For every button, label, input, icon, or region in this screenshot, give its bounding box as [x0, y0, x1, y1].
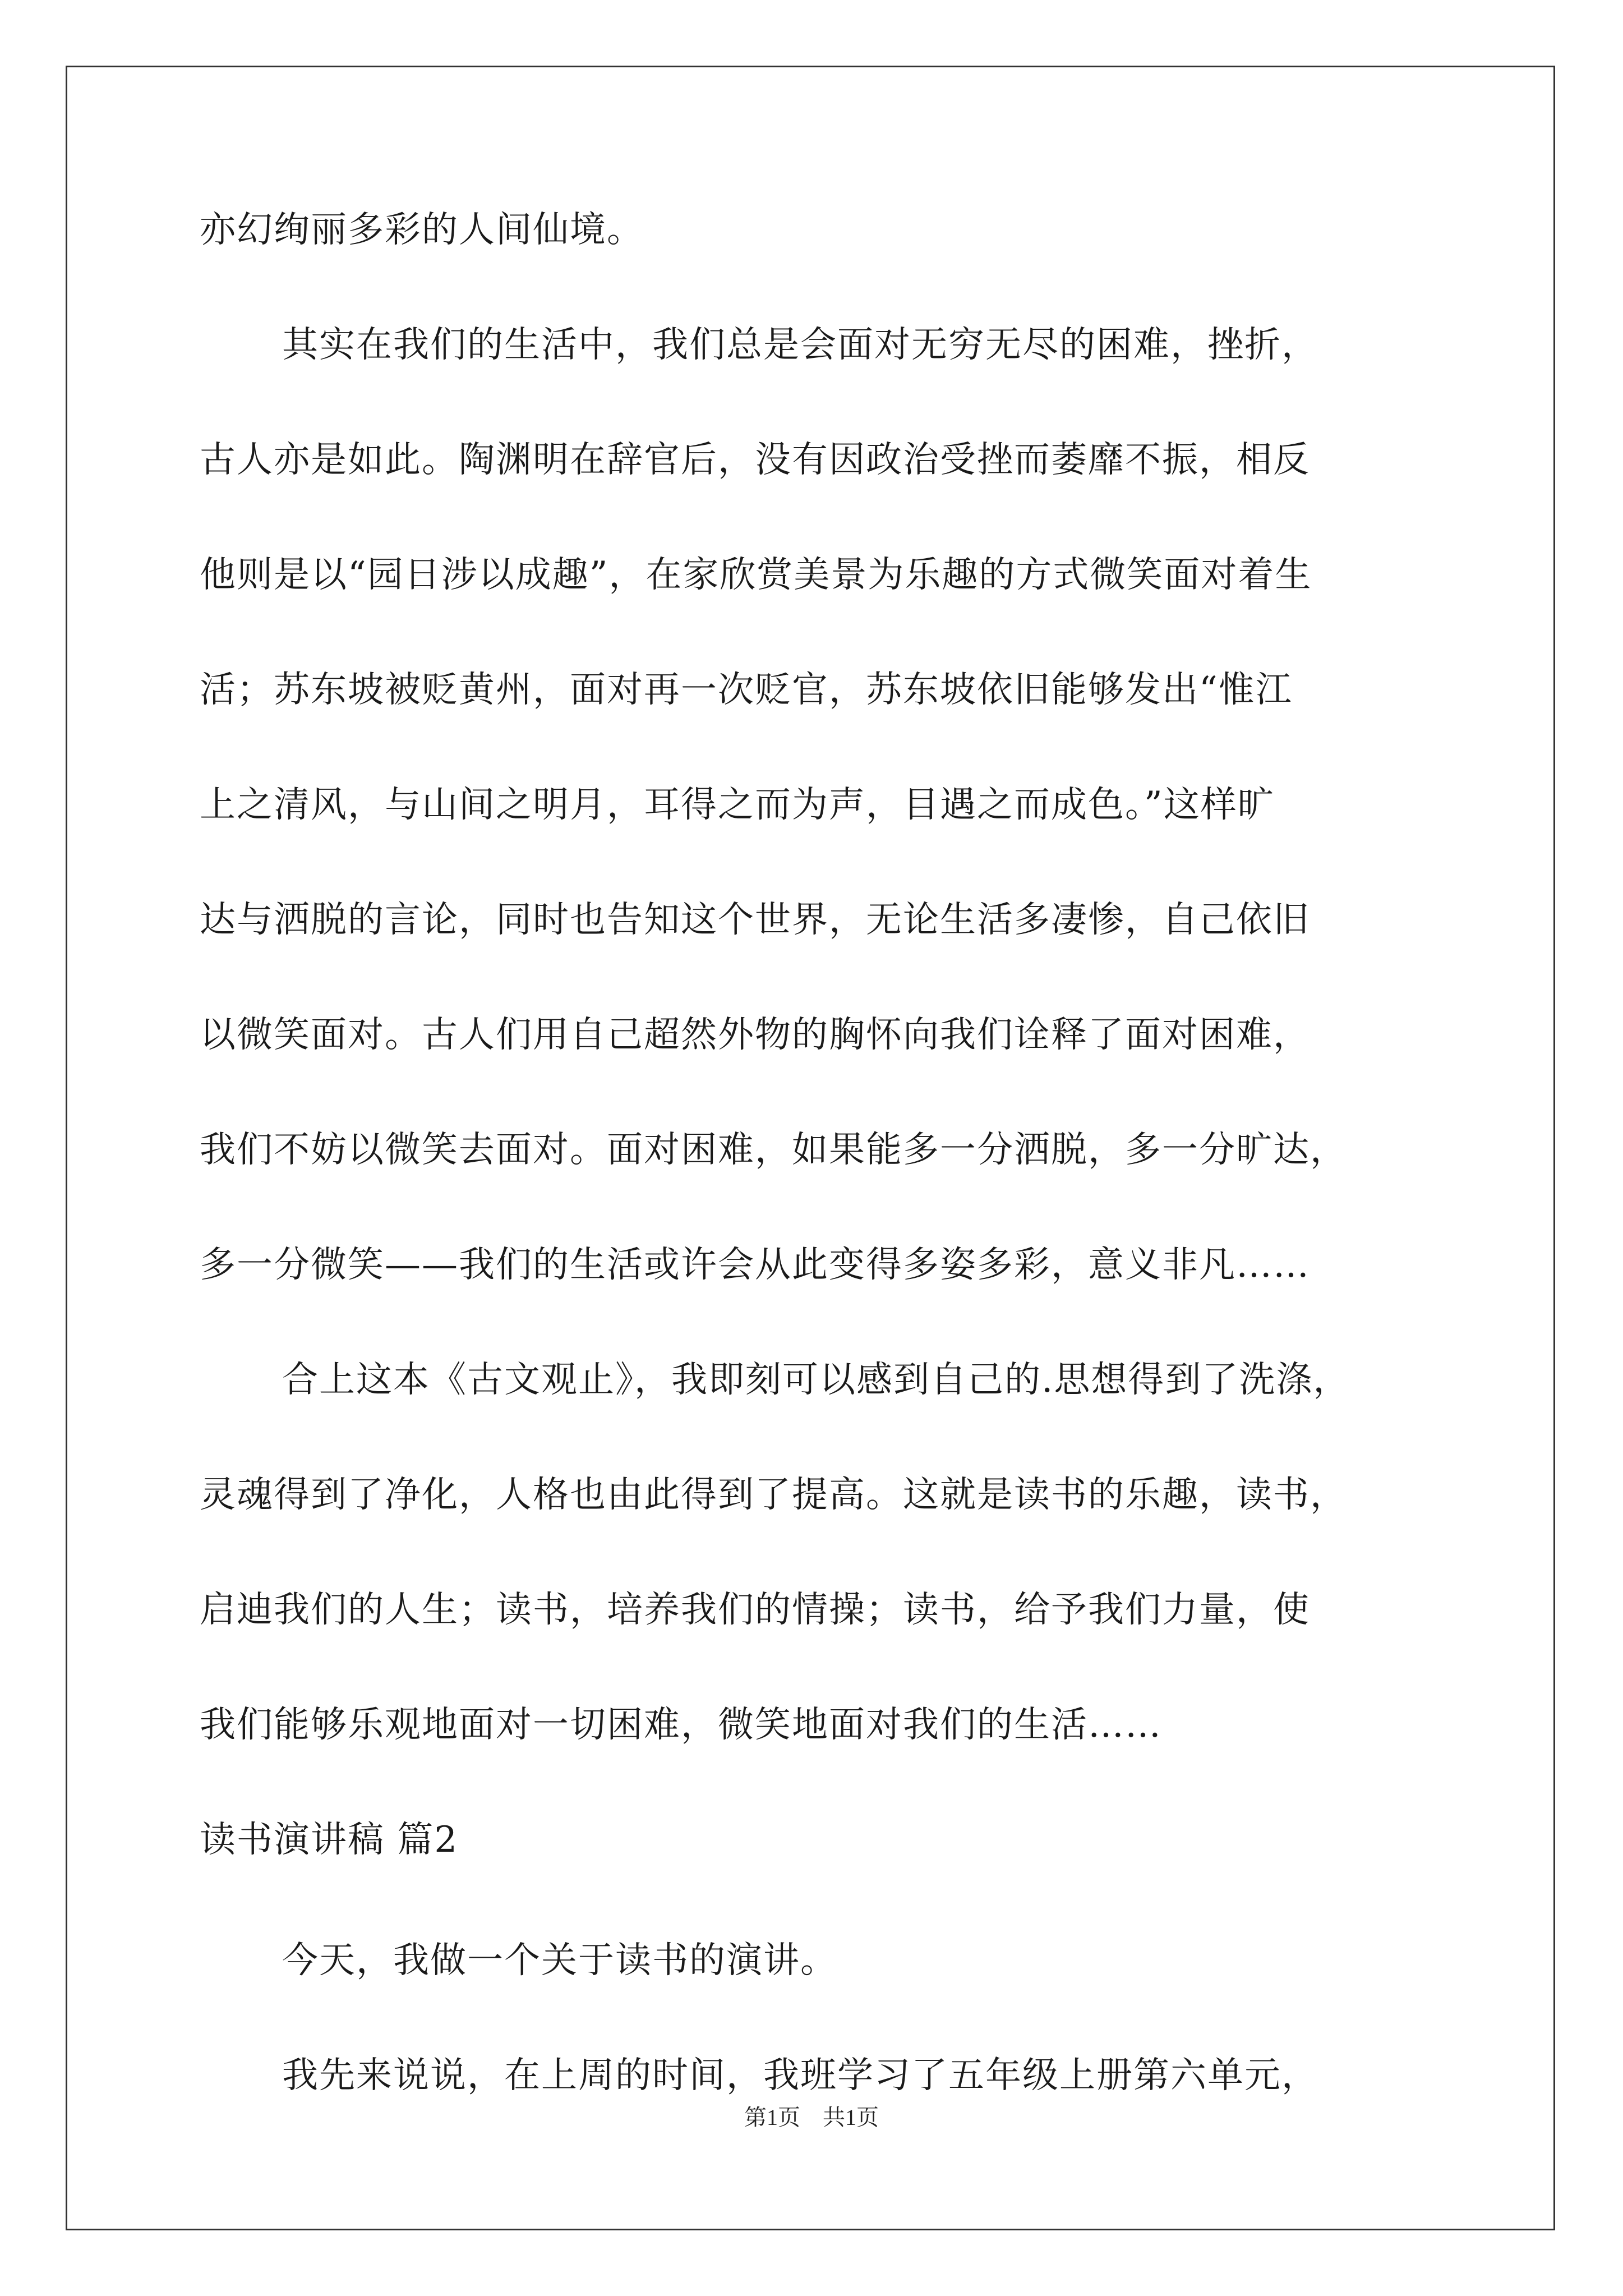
paragraph-line: 启迪我们的人生；读书，培养我们的情操；读书，给予我们力量，使	[200, 1589, 1310, 1631]
paragraph-line: 合上这本《古文观止》，我即刻可以感到自己的.思想得到了洗涤，	[282, 1359, 1350, 1401]
paragraph-line: 我们不妨以微笑去面对。面对困难，如果能多一分洒脱，多一分旷达，	[200, 1129, 1347, 1171]
paragraph-line: 亦幻绚丽多彩的人间仙境。	[200, 209, 644, 251]
page-number: 第1页	[744, 2105, 800, 2130]
paragraph-line: 达与洒脱的言论，同时也告知这个世界，无论生活多凄惨，自己依旧	[200, 899, 1310, 941]
paragraph-line: 我们能够乐观地面对一切困难，微笑地面对我们的生活……	[200, 1704, 1162, 1746]
paragraph-line: 我先来说说，在上周的时间，我班学习了五年级上册第六单元，	[282, 2055, 1318, 2096]
paragraph-line: 上之清风，与山间之明月，耳得之而为声，目遇之而成色。”这样旷	[200, 784, 1275, 826]
paragraph-line: 以微笑面对。古人们用自己超然外物的胸怀向我们诠释了面对困难，	[200, 1014, 1310, 1056]
paragraph-line: 他则是以“园日涉以成趣”，在家欣赏美景为乐趣的方式微笑面对着生	[200, 554, 1312, 596]
paragraph-line: 古人亦是如此。陶渊明在辞官后，没有因政治受挫而萎靡不振，相反	[200, 439, 1310, 481]
paragraph-line: 多一分微笑——我们的生活或许会从此变得多姿多彩，意义非凡……	[200, 1244, 1310, 1286]
document-body	[200, 202, 1456, 2162]
paragraph-line: 活；苏东坡被贬黄州，面对再一次贬官，苏东坡依旧能够发出“惟江	[200, 669, 1293, 711]
section-heading: 读书演讲稿 篇2	[200, 1819, 459, 1861]
paragraph-line: 今天，我做一个关于读书的演讲。	[282, 1940, 837, 1981]
paragraph-line: 其实在我们的生活中，我们总是会面对无穷无尽的困难，挫折，	[282, 324, 1318, 366]
paragraph-line: 灵魂得到了净化，人格也由此得到了提高。这就是读书的乐趣，读书，	[200, 1474, 1347, 1516]
page-total: 共1页	[823, 2105, 879, 2130]
page-footer	[0, 2101, 1623, 2134]
